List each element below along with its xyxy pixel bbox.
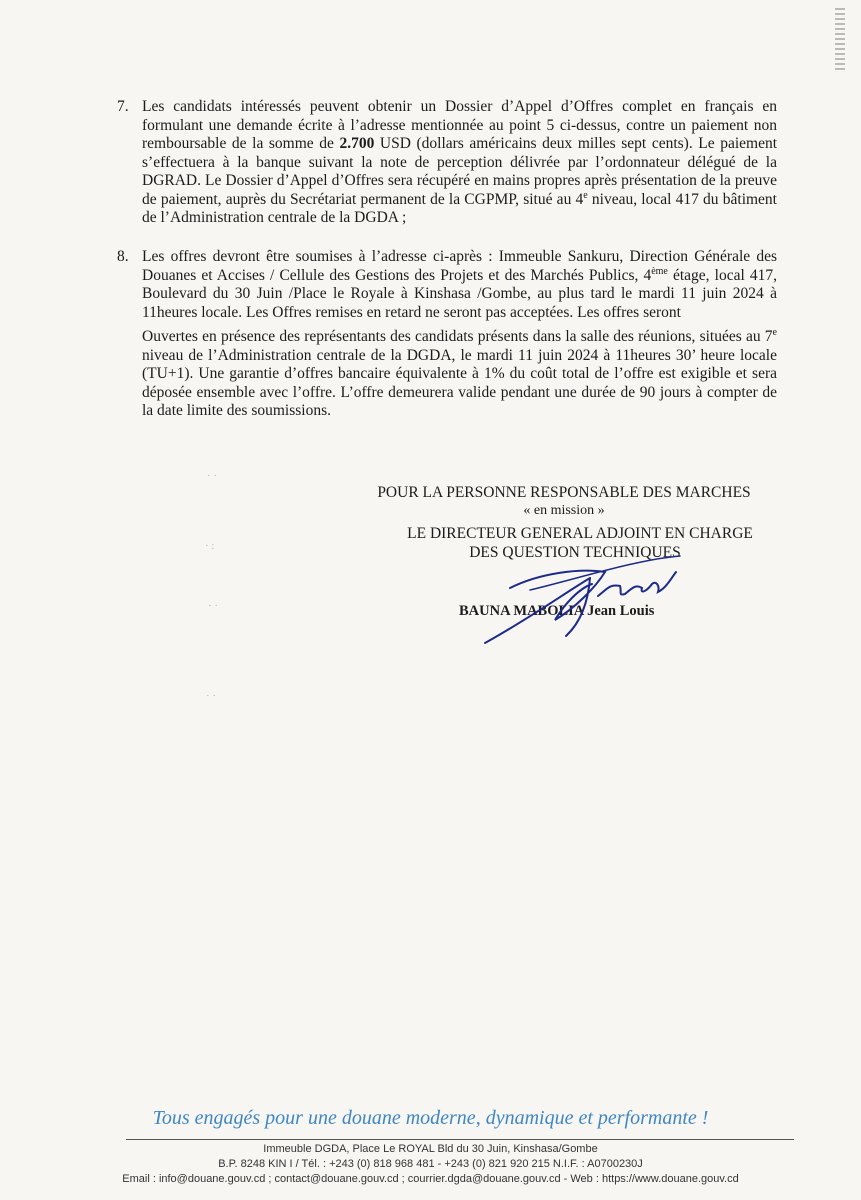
bleed-through-mark: · ·: [208, 600, 219, 612]
list-item-8: [117, 248, 777, 421]
item-number: 8.: [117, 248, 129, 265]
bleed-through-mark: · :: [205, 540, 215, 552]
signature-title-line-3: DES QUESTION TECHNIQUES: [469, 544, 681, 561]
item-text: Les offres devront être soumises à l’adresse ci-après : Immeuble Sankuru, Direction Générale des Douanes et Accises / Cellule des Gestions des Projets et des Marchés Publics, 4ème étage, local 417, Boulevard du 30 Juin /Place le Royale à Kinshasa /Gombe, au plus tard le mardi 11 juin 2024 à 11heures locale. Les Offres remises en retard ne seront pas acceptées. Les offres seront: [142, 248, 777, 321]
bleed-through-mark: · ·: [206, 690, 217, 702]
item-number: 7.: [117, 98, 129, 115]
signatory-name: BAUNA MABOLIA Jean Louis: [459, 603, 655, 619]
handwritten-signature: [470, 548, 710, 658]
footer-contact: B.P. 8248 KIN I / Tél. : +243 (0) 818 968 481 - +243 (0) 821 920 215 N.I.F. : A0700230J: [218, 1158, 643, 1170]
bleed-through-mark: · ·: [207, 470, 218, 482]
amount: 2.700: [339, 135, 375, 152]
list-item-7: [117, 98, 777, 228]
signature-title-line-2: LE DIRECTEUR GENERAL ADJOINT EN CHARGE: [407, 525, 753, 542]
footer-web: Email : info@douane.gouv.cd ; contact@douane.gouv.cd ; courrier.dgda@douane.gouv.cd - Web : https://www.douane.gouv.cd: [122, 1173, 739, 1185]
signature-mission: « en mission »: [523, 503, 605, 518]
footer-address: Immeuble DGDA, Place Le ROYAL Bld du 30 Juin, Kinshasa/Gombe: [263, 1143, 598, 1155]
motto: Tous engagés pour une douane moderne, dynamique et performante !: [152, 1107, 709, 1129]
signature-title-line-1: POUR LA PERSONNE RESPONSABLE DES MARCHES: [377, 484, 751, 501]
item-text-continued: Ouvertes en présence des représentants des candidats présents dans la salle des réunions, situées au 7e niveau de l’Administration centrale de la DGDA, le mardi 11 juin 2024 à 11heures 30’ heure locale (TU+1). Une garantie d’offres bancaire équivalente à 1% du coût total de l’offre est exigible et sera déposée ensemble avec l’offre. L’offre demeurera valide pendant une durée de 90 jours à compter de la date limite des soumissions.: [142, 326, 777, 419]
item-text: Les candidats intéressés peuvent obtenir un Dossier d’Appel d’Offres complet en français en formulant une demande écrite à l’adresse mentionnée au point 5 ci-dessus, contre un paiement non remboursable de la somme de 2.700 USD (dollars américains deux milles sept cents). Le paiement s’effectuera à la banque suivant la note de perception délivrée par l’ordonnateur délégué de la DGRAD. Le Dossier d’Appel d’Offres sera récupéré en mains propres après présentation de la preuve de paiement, auprès du Secrétariat permanent de la CGPMP, situé au 4e niveau, local 417 du bâtiment de l’Administration centrale de la DGDA ;: [142, 98, 778, 226]
footer-divider: [126, 1139, 794, 1140]
scan-artifact: [835, 8, 845, 70]
